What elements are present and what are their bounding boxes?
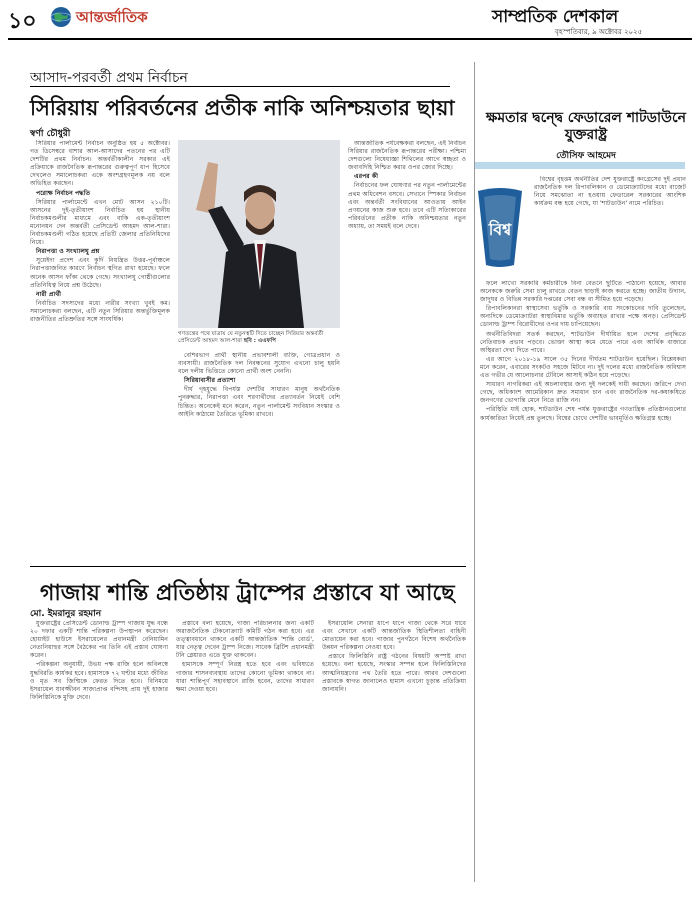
person-waving-image <box>178 140 340 328</box>
lead-kicker: আসাদ-পরবর্তী প্রথম নির্বাচন <box>30 70 188 86</box>
sidebar-headline: ক্ষমতার দ্বন্দ্বে ফেডারেল শাটডাউনে যুক্তরাষ্ট্র <box>486 110 686 143</box>
lead-column-2: বেশিরভাগ প্রার্থী স্থানীয় প্রভাবশালী ব্যক্তি, গোত্রপ্রধান ও ব্যবসায়ী। রাজনৈতিক দল নিবন্ধনের সুযোগ এখনো চালু হয়নি বলে দলীয় ভিত্তিতে কোনো প্রার্থী অংশ নেননি। সিরিয়াবাসীর প্রত্যাশা দীর্ঘ গৃহযুদ্ধে বিপর্যস্ত দেশটির সাধারণ মানুষ অর্থনৈতিক পুনরুদ্ধার, নিরাপত্তা এবং শরণার্থীদের প্রত্যাবর্তন নিয়েই বেশি চিন্তিত। অনেকেই মনে করেন, নতুন পার্লামেন্ট সংবিধান সংস্কার ও আইনি কাঠামো তৈরিতে ভূমিকা রাখবে। <box>178 352 340 418</box>
lead-subhead: এরপর কী <box>354 173 378 181</box>
photo-caption: গণতন্ত্রের পথে যাত্রায় যে নতুনত্বটি দিতে চাচ্ছেন সিরিয়ার অন্তর্বর্তী প্রেসিডেন্ট আহমদ আল-শারা ছবি : এএফপি <box>178 331 324 344</box>
gaza-column-3: ইসরায়েলি সেনারা ধাপে ধাপে গাজা থেকে সরে যাবে এবং সেখানে একটি আন্তর্জাতিক স্থিতিশীলতা বাহিনী মোতায়েন করা হবে। গাজার পুনর্গঠনে বিশেষ অর্থনৈতিক উন্নয়ন পরিকল্পনা নেওয়া হবে। প্রস্তাবে ফিলিস্তিনি রাষ্ট্র গঠনের বিষয়টি অস্পষ্ট রাখা হয়েছে। বলা হয়েছে, সংস্কার সম্পন্ন হলে ফিলিস্তিনিদের আত্মনিয়ন্ত্রণের পথ তৈরি হতে পারে। আরব দেশগুলো প্রস্তাবকে স্বাগত জানালেও হামাস এখনো চূড়ান্ত প্রতিক্রিয়া জানায়নি। <box>322 620 466 693</box>
sidebar-column-top: বিশ্বের বৃহত্তম অর্থনীতির দেশ যুক্তরাষ্ট্রে কংগ্রেসের দুই প্রধান রাজনৈতিক দল রিপাবলিকান ও ডেমোক্র্যাটদের মধ্যে বাজেট নিয়ে সমঝোতা না হওয়ায় ফেডারেল সরকারের আংশিক কার্যক্রম বন্ধ হয়ে গেছে, যা 'শাটডাউন' নামে পরিচিত। <box>534 176 686 208</box>
newspaper-name: সাম্প্রতিক দেশকাল <box>492 7 619 27</box>
header-rule <box>8 38 692 40</box>
globe-icon <box>50 6 72 28</box>
gaza-column-2: প্রস্তাবে বলা হয়েছে, গাজা পরিচালনার জন্য একটি অরাজনৈতিক টেকনোক্র্যাট কমিটি গঠন করা হবে। এর তত্ত্বাবধানে থাকবে একটি আন্তর্জাতিক 'শান্তি বোর্ড', যার নেতৃত্ব দেবেন ট্রাম্প নিজে। সাবেক ব্রিটিশ প্রধানমন্ত্রী টনি ব্লেয়ারও এতে যুক্ত থাকবেন। হামাসকে সম্পূর্ণ নিরস্ত্র হতে হবে এবং ভবিষ্যতে গাজার শাসনব্যবস্থায় তাদের কোনো ভূমিকা থাকবে না। যারা শান্তিপূর্ণ সহাবস্থানে রাজি হবেন, তাদের সাধারণ ক্ষমা দেওয়া হবে। <box>176 620 314 693</box>
lead-subhead: নারী প্রার্থী <box>36 290 62 298</box>
page-number: ১০ <box>8 9 37 34</box>
section-label: আন্তর্জাতিক <box>76 8 148 26</box>
section-rule <box>30 566 466 567</box>
lead-subhead: পরোক্ষ নির্বাচন পদ্ধতি <box>36 189 91 197</box>
issue-date: বৃহস্পতিবার, ৯ অক্টোবর ২০২৫ <box>555 28 643 36</box>
lead-column-1: সিরিয়ার পার্লামেন্ট নির্বাচন অনুষ্ঠিত হয় ৫ অক্টোবর। গত ডিসেম্বরে বাশার আল-আসাদের পতনের পর এটি দেশটির প্রথম নির্বাচন। অন্তর্বর্তীকালীন সরকার এই প্রক্রিয়াকে রাজনৈতিক রূপান্তরের গুরুত্বপূর্ণ ধাপ হিসেবে দেখলেও সমালোচকরা একে অংশগ্রহণমূলক নয় বলে অভিহিত করছেন। পরোক্ষ নির্বাচন পদ্ধতি সিরিয়ার পার্লামেন্টে এখন মোট আসন ২১০টি। আসনের দুই-তৃতীয়াংশ নির্বাচিত হয় স্থানীয় নির্বাচকমণ্ডলীর মাধ্যমে এবং বাকি এক-তৃতীয়াংশ মনোনয়ন দেন অন্তর্বর্তী প্রেসিডেন্ট আহমদ আল-শারা। নির্বাচকমণ্ডলী গঠিত হয়েছে প্রতিটি জেলার প্রতিনিধিদের নিয়ে। নিরাপত্তা ও সংখ্যালঘু প্রশ্ন সুয়েইদা প্রদেশ এবং কুর্দি নিয়ন্ত্রিত উত্তর-পূর্বাঞ্চলে নিরাপত্তাজনিত কারণে নির্বাচন স্থগিত রাখা হয়েছে। ফলে অনেক আসন ফাঁকা থেকে গেছে। সংখ্যালঘু গোষ্ঠীগুলোর প্রতিনিধিত্ব নিয়ে প্রশ্ন উঠেছে। নারী প্রার্থী নির্বাচিত সদস্যদের মধ্যে নারীর সংখ্যা খুবই কম। সমালোচকরা বলছেন, এটি নতুন সিরিয়ার অন্তর্ভুক্তিমূলক রাজনীতির প্রতিশ্রুতির সঙ্গে সাংঘর্ষিক। <box>30 140 170 323</box>
sidebar-column: ফলে লাখো সরকারি কর্মচারীকে বিনা বেতনে ছুটিতে পাঠানো হয়েছে, আবার অনেককে জরুরি সেবা চালু রাখতে বেতন ছাড়াই কাজ করতে হচ্ছে। জাতীয় উদ্যান, জাদুঘর ও বিভিন্ন সরকারি দপ্তরের সেবা বন্ধ বা সীমিত হয়ে পড়েছে। রিপাবলিকানরা স্বাস্থ্যসেবা ভর্তুকি ও সরকারি ব্যয় সংকোচনের দাবি তুলেছেন, অন্যদিকে ডেমোক্র্যাটরা স্বাস্থ্যবিমার ভর্তুকি অব্যাহত রাখার পক্ষে অনড়। প্রেসিডেন্ট ডোনাল্ড ট্রাম্প বিরোধীদের ওপর দায় চাপিয়েছেন। অর্থনীতিবিদরা সতর্ক করছেন, শাটডাউন দীর্ঘায়িত হলে দেশের প্রবৃদ্ধিতে নেতিবাচক প্রভাব পড়বে। ভোক্তা আস্থা কমে যেতে পারে এবং আর্থিক বাজারে অস্থিরতা দেখা দিতে পারে। এর আগে ২০১৮-১৯ সালে ৩৫ দিনের দীর্ঘতম শাটডাউন হয়েছিল। বিশ্লেষকরা মনে করেন, এবারের সংকটও সহজে মিটবে না। দুই দলের মধ্যে রাজনৈতিক অবিশ্বাস এত গভীর যে আলোচনার টেবিলে আসাই কঠিন হয়ে পড়েছে। সাধারণ নাগরিকরা এই অচলাবস্থার জন্য দুই দলকেই দায়ী করছেন। জরিপে দেখা গেছে, অধিকাংশ আমেরিকান দ্রুত সমাধান চান এবং রাজনৈতিক দর-কষাকষিতে জনগণের ভোগান্তি মেনে নিতে রাজি নন। পরিস্থিতি যাই হোক, শাটডাউন শেষ পর্যন্ত যুক্তরাষ্ট্রের গণতান্ত্রিক প্রতিষ্ঠানগুলোর কার্যকারিতা নিয়েই প্রশ্ন তুলছে। বিশ্বের চোখে দেশটির ভাবমূর্তিও ক্ষতিগ্রস্ত হচ্ছে। <box>480 280 686 422</box>
gaza-column-1: যুক্তরাষ্ট্রের প্রেসিডেন্ট ডোনাল্ড ট্রাম্প গাজায় যুদ্ধ বন্ধে ২০ দফার একটি শান্তি পরিকল্পনা উপস্থাপন করেছেন। হোয়াইট হাউসে ইসরায়েলের প্রধানমন্ত্রী বেনিয়ামিন নেতানিয়াহুর সঙ্গে বৈঠকের পর তিনি এই প্রস্তাব ঘোষণা করেন। পরিকল্পনা অনুযায়ী, উভয় পক্ষ রাজি হলে অবিলম্বে যুদ্ধবিরতি কার্যকর হবে। হামাসকে ৭২ ঘণ্টার মধ্যে জীবিত ও মৃত সব জিম্মিকে ফেরত দিতে হবে। বিনিময়ে ইসরায়েল যাবজ্জীবন সাজাপ্রাপ্ত বন্দিসহ প্রায় দুই হাজার ফিলিস্তিনিকে মুক্তি দেবে। <box>30 620 168 701</box>
lead-column-3: আন্তর্জাতিক পর্যবেক্ষকরা বলছেন, এই নির্বাচন সিরিয়ার রাজনৈতিক রূপান্তরের পরীক্ষা। পশ্চিমা দেশগুলো নিষেধাজ্ঞা শিথিলের আগে স্বচ্ছতা ও জবাবদিহি নিশ্চিত করার ওপর জোর দিচ্ছে। এরপর কী নির্বাচনের ফল ঘোষণার পর নতুন পার্লামেন্টের প্রথম অধিবেশন বসবে। সেখানে স্পিকার নির্বাচন এবং অন্তর্বর্তী সংবিধানের আওতায় আইন প্রণয়নের কাজ শুরু হবে। তবে এটি সত্যিকারের পরিবর্তনের প্রতীক নাকি অনিশ্চয়তার নতুন অধ্যায়, তা সময়ই বলে দেবে। <box>348 140 466 230</box>
lead-subhead: সিরিয়াবাসীর প্রত্যাশা <box>184 377 236 385</box>
lead-subhead: নিরাপত্তা ও সংখ্যালঘু প্রশ্ন <box>36 248 100 256</box>
lead-headline: সিরিয়ায় পরিবর্তনের প্রতীক নাকি অনিশ্চয়তার ছায়া <box>30 96 455 120</box>
lead-author: স্বর্ণা চৌধুরী <box>30 129 71 139</box>
sidebar-author: তৌসিফ আহমেদ <box>556 151 616 161</box>
ribbon-label: বিশ্ব <box>488 220 512 239</box>
kicker-rule <box>30 86 450 87</box>
ribbon-emblem <box>470 185 530 270</box>
lead-photo <box>178 140 340 328</box>
gaza-author: মো. ইমরানুর রহমান <box>30 609 102 619</box>
gaza-headline: গাজায় শান্তি প্রতিষ্ঠায় ট্রাম্পের প্রস্তাবে যা আছে <box>40 581 455 606</box>
photo-credit: ছবি : এএফপি <box>243 338 276 344</box>
sidebar-accent-strip <box>475 162 685 169</box>
